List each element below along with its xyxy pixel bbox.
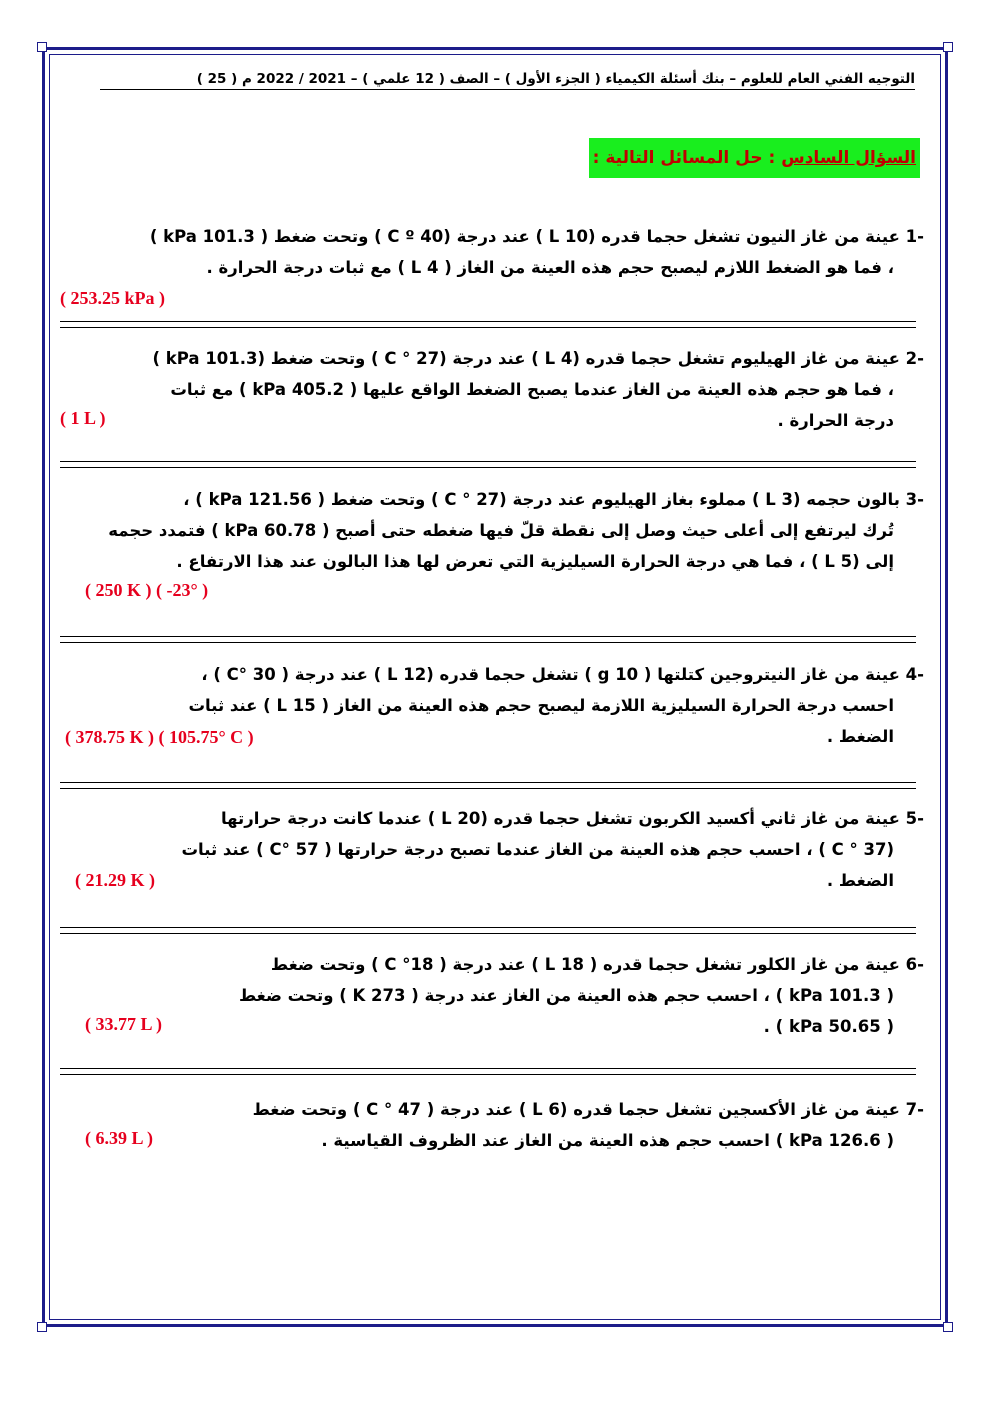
question-number: -1 — [905, 227, 924, 246]
section-title-colon: : — [762, 148, 782, 168]
question-line: تُرك ليرتفع إلى أعلى حيث وصل إلى نقطة قلّ فيها ضغطه حتى أصبح ( 60.78 kPa ) فتمدد حجمه — [108, 521, 894, 540]
separator — [60, 1068, 916, 1075]
question-number: -2 — [905, 349, 924, 368]
separator — [60, 927, 916, 934]
question-line: ( 126.6 kPa ) احسب حجم هذه العينة من الغاز عند الظروف القياسية . — [321, 1131, 894, 1150]
answer-3: ( 250 K ) ( -23° ) — [85, 580, 209, 600]
question-line: الضغط . — [826, 727, 894, 746]
question-number: -3 — [905, 490, 924, 509]
question-line: ( 101.3 kPa ) ، احسب حجم هذه العينة من الغاز عند درجة ( K 273 ) وتحت ضغط — [238, 986, 894, 1005]
question-line: (C ° 37 ) ، احسب حجم هذه العينة من الغاز عندما تصبح درجة حرارتها ( C° 57 ) عند ثبات — [181, 840, 894, 859]
answer-7: ( 6.39 L ) — [85, 1128, 154, 1148]
question-5 — [79, 803, 924, 896]
question-line: -1 عينة من غاز النيون تشغل حجما قدره (L 10 ) عند درجة (C º 40 ) وتحت ضغط ( 101.3 kPa ) — [149, 227, 924, 246]
separator — [60, 782, 916, 789]
question-line: -4 عينة من غاز النيتروجين كتلتها ( g 10 ) تشغل حجما قدره (L 12 ) عند درجة ( C° 30 ) ، — [201, 665, 924, 684]
section-subtitle: حل المسائل التالية : — [592, 148, 763, 168]
question-line: -6 عينة من غاز الكلور تشغل حجما قدره ( L 18 ) عند درجة ( C °18 ) وتحت ضغط — [270, 955, 924, 974]
question-3 — [79, 484, 924, 577]
answer-2: ( 1 L ) — [60, 408, 106, 428]
corner-ornament — [37, 1322, 47, 1332]
question-1 — [79, 221, 924, 283]
question-line: ( 50.65 kPa ) . — [763, 1017, 894, 1036]
answer-4: ( 378.75 K ) ( 105.75° C ) — [65, 727, 254, 747]
corner-ornament — [37, 42, 47, 52]
section-title-main: السؤال السادس — [781, 148, 916, 168]
answer-1: ( 253.25 kPa ) — [60, 288, 165, 308]
question-line: إلى (L 5 ) ، فما هي درجة الحرارة السيليزية التي تعرض لها هذا البالون عند هذا الارتفاع . — [176, 552, 894, 571]
question-2 — [79, 343, 924, 436]
question-number: -6 — [905, 955, 924, 974]
question-6 — [79, 949, 924, 1042]
question-7 — [79, 1094, 924, 1156]
question-number: -4 — [905, 665, 924, 684]
page-header: التوجيه الفني العام للعلوم – بنك أسئلة الكيمياء ( الجزء الأول ) – الصف ( 12 علمي ) – 2021 / 2022 م ( 25 ) — [100, 70, 915, 90]
question-number: -5 — [905, 809, 924, 828]
separator — [60, 636, 916, 643]
answer-6: ( 33.77 L ) — [85, 1014, 163, 1034]
question-line: احسب درجة الحرارة السيليزية اللازمة ليصبح حجم هذه العينة من الغاز ( L 15 ) عند ثبات — [188, 696, 894, 715]
question-line: -7 عينة من غاز الأكسجين تشغل حجما قدره (L 6 ) عند درجة ( C ° 47 ) وتحت ضغط — [252, 1100, 924, 1119]
answer-5: ( 21.29 K ) — [75, 870, 155, 890]
question-line: درجة الحرارة . — [777, 411, 894, 430]
question-line: ، فما هو حجم هذه العينة من الغاز عندما يصبح الضغط الواقع عليها ( 405.2 kPa ) مع ثبات — [170, 380, 894, 399]
question-line: الضغط . — [826, 871, 894, 890]
question-line: -3 بالون حجمه (L 3 ) مملوء بغاز الهيليوم عند درجة (C ° 27 ) وتحت ضغط ( 121.56 kPa ) ، — [183, 490, 924, 509]
question-line: -2 عينة من غاز الهيليوم تشغل حجما قدره (L 4 ) عند درجة (C ° 27 ) وتحت ضغط (101.3 kPa ) — [152, 349, 924, 368]
question-line: -5 عينة من غاز ثاني أكسيد الكربون تشغل حجما قدره (L 20 ) عندما كانت درجة حرارتها — [220, 809, 924, 828]
question-line: ، فما هو الضغط اللازم ليصبح حجم هذه العينة من الغاز ( L 4 ) مع ثبات درجة الحرارة . — [206, 258, 894, 277]
corner-ornament — [943, 1322, 953, 1332]
corner-ornament — [943, 42, 953, 52]
separator — [60, 461, 916, 468]
question-number: -7 — [905, 1100, 924, 1119]
separator — [60, 321, 916, 328]
section-title — [589, 138, 920, 178]
